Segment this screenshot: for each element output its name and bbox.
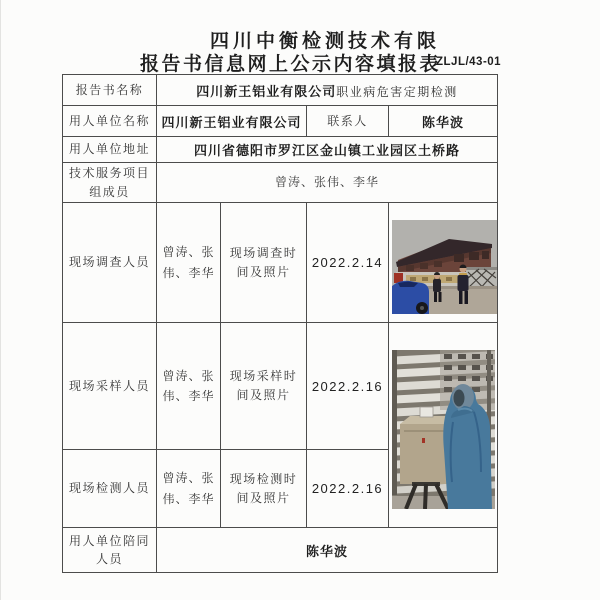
sampling-members: 曾涛、张伟、李华 [157, 323, 221, 450]
team-value: 曾涛、张伟、李华 [157, 163, 498, 203]
employer-label: 用人单位名称 [63, 106, 157, 137]
testing-members: 曾涛、张伟、李华 [157, 450, 221, 528]
testing-label: 现场检测人员 [63, 450, 157, 528]
address-label: 用人单位地址 [63, 137, 157, 163]
report-info-table [62, 74, 498, 573]
testing-time-label: 现场检测时间及照片 [221, 450, 307, 528]
sampling-label: 现场采样人员 [63, 323, 157, 450]
row-address [63, 137, 498, 163]
doc-code: ZLJL/43-01 [436, 56, 502, 68]
form-title: 报告书信息网上公示内容填报表 [140, 54, 442, 75]
sampling-date: 2022.2.16 [307, 323, 389, 450]
survey-members: 曾涛、张伟、李华 [157, 203, 221, 323]
onsite-sampling-photo [392, 350, 495, 509]
sampling-photo-cell [389, 323, 498, 528]
escort-label: 用人单位陪同人员 [63, 528, 157, 573]
contact-label: 联系人 [307, 106, 389, 137]
survey-date: 2022.2.14 [307, 203, 389, 323]
sampling-time-label: 现场采样时间及照片 [221, 323, 307, 450]
escort-value: 陈华波 [157, 528, 498, 573]
row-employer [63, 106, 498, 137]
row-survey [63, 203, 498, 323]
report-name-label: 报告书名称 [63, 75, 157, 106]
report-name-value [157, 75, 498, 106]
row-escort [63, 528, 498, 573]
report-name-company: 四川新王铝业有限公司 [196, 83, 337, 99]
employer-value: 四川新王铝业有限公司 [157, 106, 307, 137]
org-title: 四川中衡检测技术有限 [210, 31, 441, 52]
factory-entrance-photo [392, 220, 497, 314]
row-report-name [63, 75, 498, 106]
report-name-suffix: 职业病危害定期检测 [336, 84, 458, 99]
row-team [63, 163, 498, 203]
row-sampling [63, 323, 498, 450]
address-value: 四川省德阳市罗江区金山镇工业园区土桥路 [157, 137, 498, 163]
testing-date: 2022.2.16 [307, 450, 389, 528]
team-label: 技术服务项目组成员 [63, 163, 157, 203]
survey-photo-cell [389, 203, 498, 323]
contact-value: 陈华波 [389, 106, 498, 137]
survey-label: 现场调查人员 [63, 203, 157, 323]
survey-time-label: 现场调查时间及照片 [221, 203, 307, 323]
